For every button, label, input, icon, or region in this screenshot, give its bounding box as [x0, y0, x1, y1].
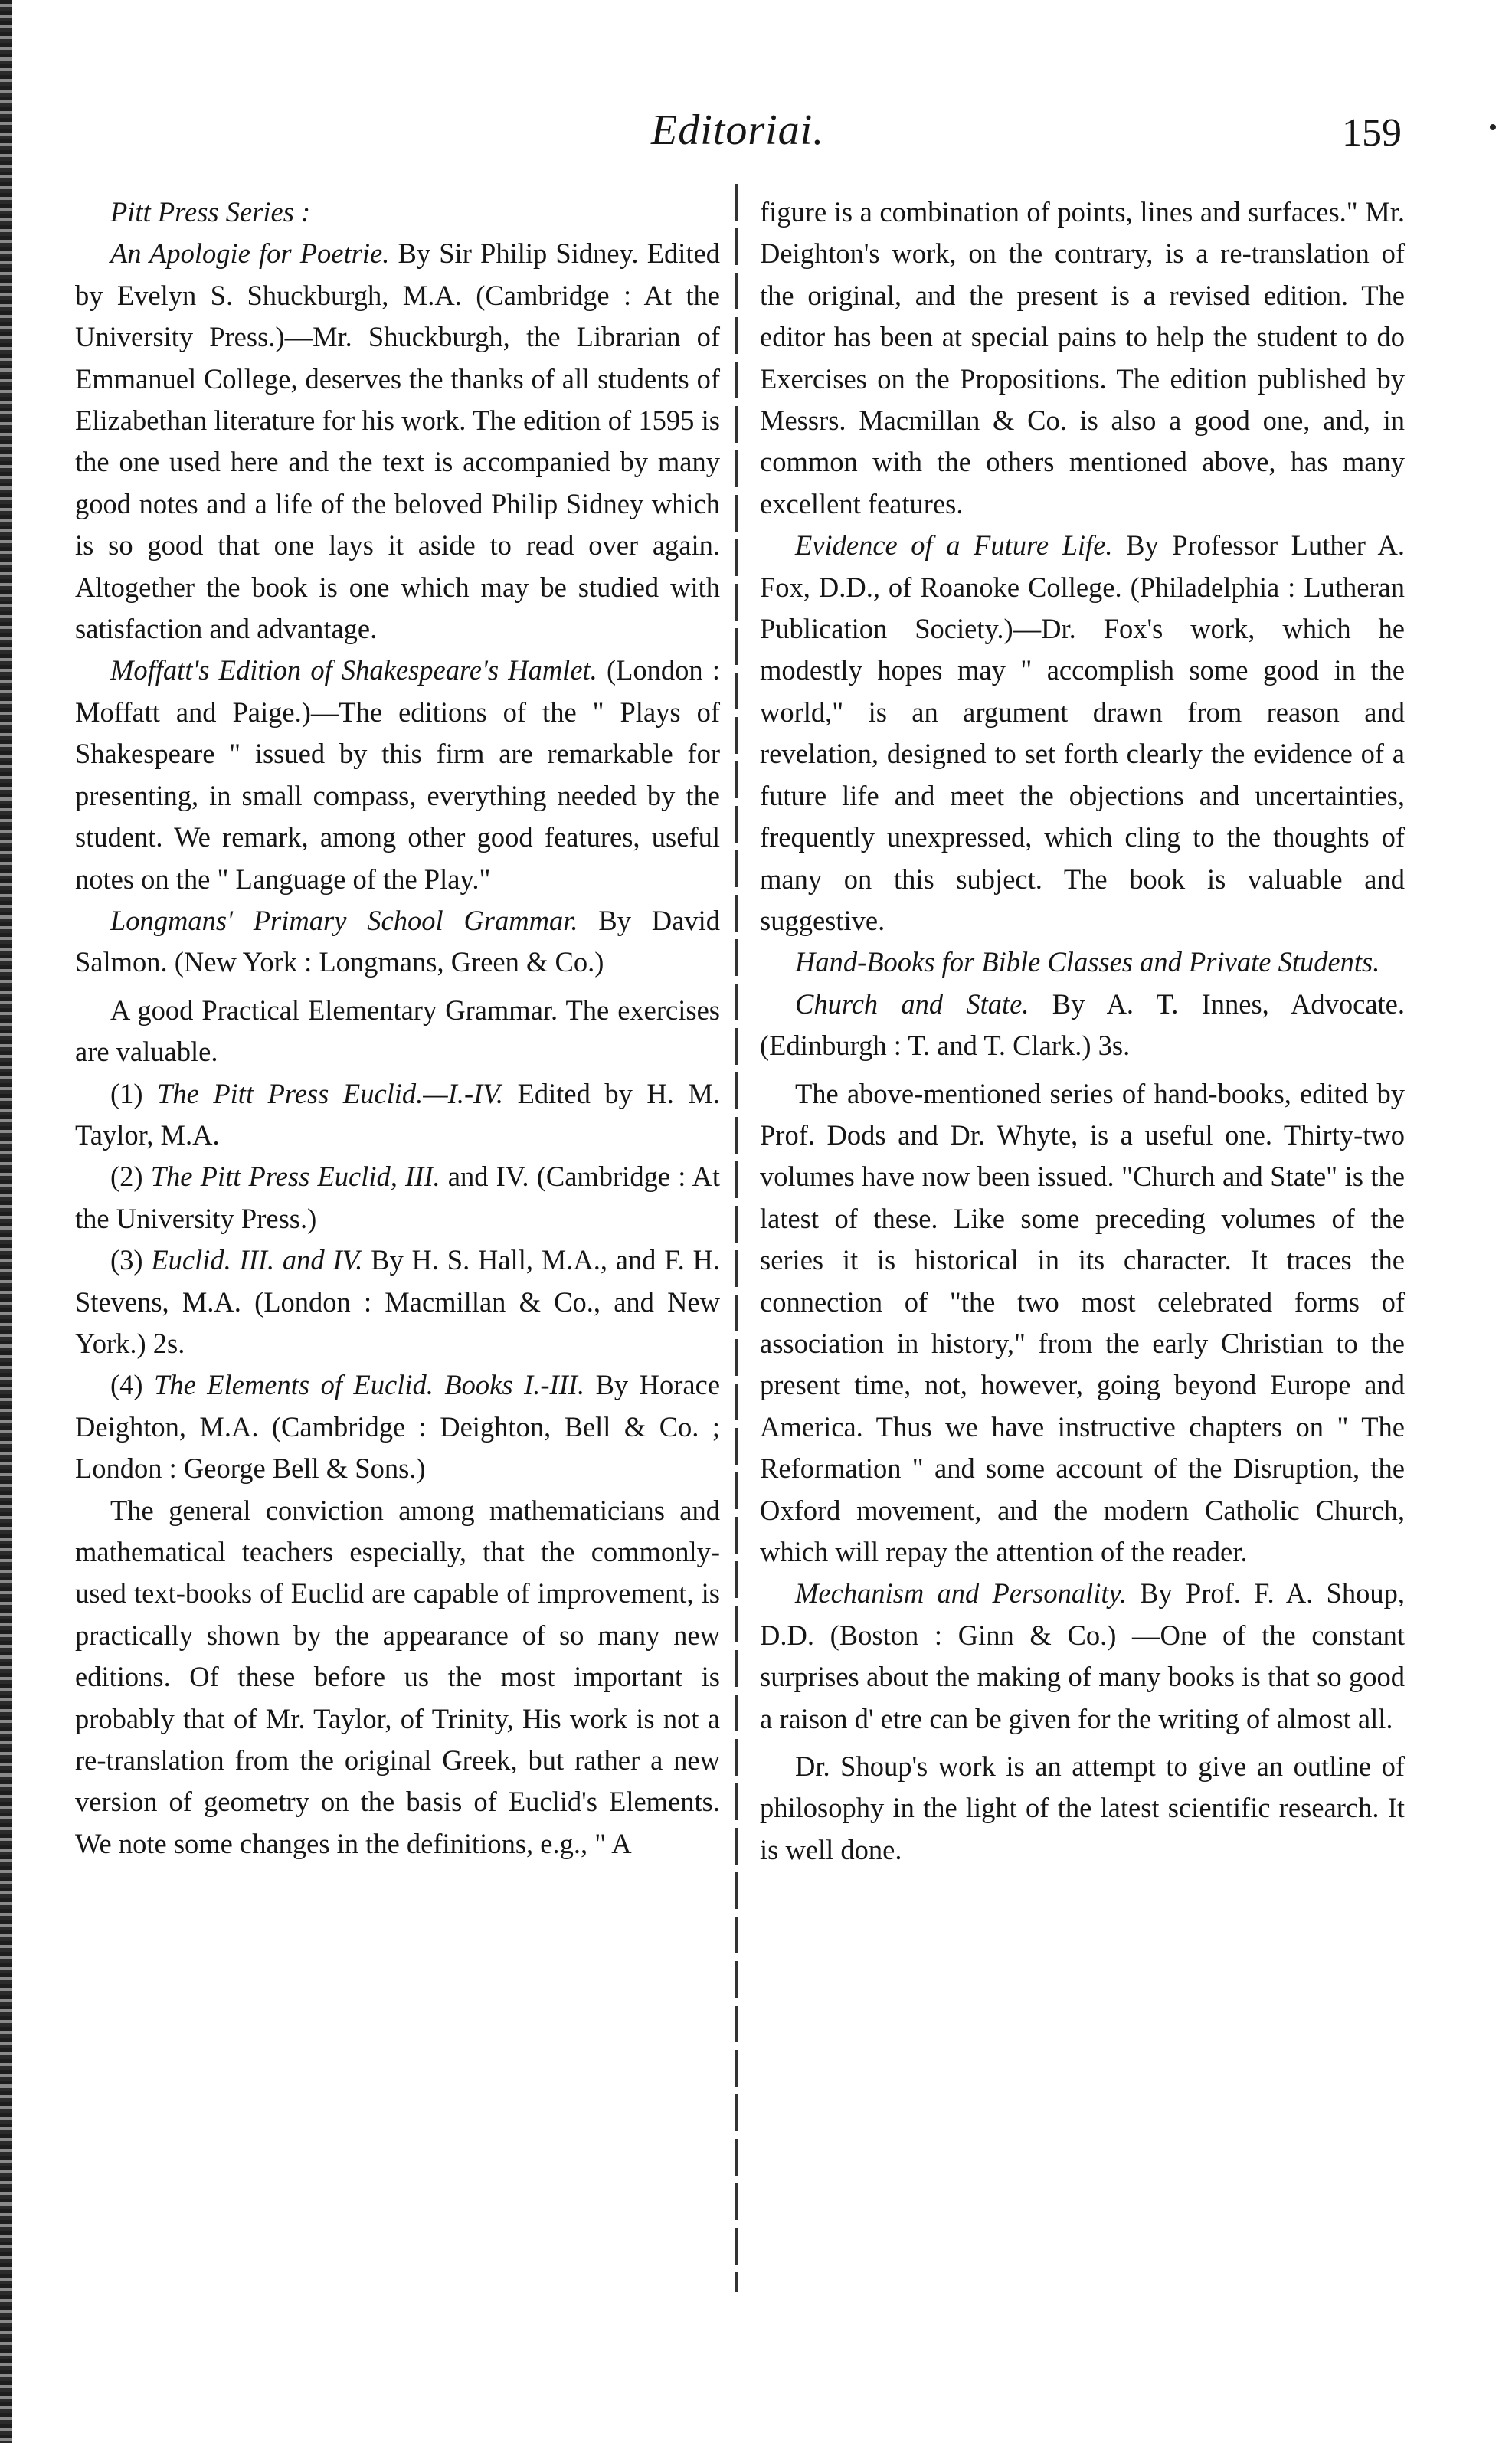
margin-speck [1490, 124, 1496, 130]
right-column [760, 192, 1405, 1871]
euclid-item-2: (2) The Pitt Press Euclid, III. and IV. (Cambridge : At the University Press.) [75, 1161, 720, 1234]
handbooks-note: The above-mentioned series of hand-books, edited by Prof. Dods and Dr. Whyte, is a useful one. Thirty-two volumes have now been issued. "Church and State" is the latest of these. Like some preceding volumes of the series it is historical in its character. It traces the connection of "the two most celebrated forms of association in history," from the early Christian to the present time, not, however, going beyond Europe and America. Thus we have instructive chapters on " The Reformation " and some account of the Disruption, the Oxford movement, and the modern Catholic Church, which will repay the attention of the reader. [760, 1077, 1405, 1567]
book-title: Moffatt's Edition of Shakespeare's Hamlet. [110, 654, 597, 686]
review-church-state: Church and State. By A. T. Innes, Advocate. (Edinburgh : T. and T. Clark.) 3s. [760, 987, 1405, 1062]
page-binding-edge [0, 0, 12, 2443]
euclid-discussion: The general conviction among mathematicians and mathematical teachers especially, that the commonly-used text-books of Euclid are capable of improvement, is practically shown by the appearance of so many new editions. Of these before us the most important is probably that of Mr. Taylor, of Trinity, His work is not a re-translation from the original Greek, but rather a new version of geometry on the basis of Euclid's Elements. We note some changes in the definitions, e.g., " A [75, 1494, 720, 1859]
book-title: The Pitt Press Euclid, III. [150, 1161, 440, 1193]
running-title: Editoriai. [651, 106, 825, 154]
book-title: Longmans' Primary School Grammar. [110, 904, 578, 936]
euclid-item-1: (1) The Pitt Press Euclid.—I.-IV. Edited by H. M. Taylor, M.A. [75, 1077, 721, 1151]
book-title: The Pitt Press Euclid.—I.-IV. [157, 1077, 504, 1109]
euclid-item-4: (4) The Elements of Euclid. Books I.-III. By Horace Deighton, M.A. (Cambridge : Deighton, Bell & Co. ; London : George Bell & Sons.) [75, 1369, 721, 1485]
review-mechanism: Mechanism and Personality. By Prof. F. A. Shoup, D.D. (Boston : Ginn & Co.) —One of the constant surprises about the making of many books is that so good a raison d' etre can be given for the writing of almost all. [760, 1577, 1405, 1734]
left-column [75, 192, 720, 1865]
book-title: The Elements of Euclid. Books I.-III. [154, 1369, 585, 1401]
book-title: Mechanism and Personality. [795, 1577, 1127, 1610]
review-hamlet: Moffatt's Edition of Shakespeare's Hamlet. (London : Moffatt and Paige.)—The editions of the " Plays of Shakespeare " issued by this firm are remarkable for presenting, in small compass, everything needed by the student. We remark, among other good features, useful notes on the " Language of the Play." [75, 654, 720, 895]
review-future-life: Evidence of a Future Life. By Professor Luther A. Fox, D.D., of Roanoke College. (Philadelphia : Lutheran Publication Society.)—Dr. Fox's work, which he modestly hopes may " accomplish some good in the world," is an argument drawn from reason and revelation, designed to set forth clearly the evidence of a future life and meet the objections and uncertainties, frequently unexpressed, which cling to the thoughts of many on this subject. The book is valuable and suggestive. [760, 529, 1405, 936]
book-title: Church and State. [795, 987, 1029, 1020]
book-title: An Apologie for Poetrie. [110, 237, 390, 270]
handbooks-heading: Hand-Books for Bible Classes and Private Students. [795, 946, 1380, 978]
series-heading: Pitt Press Series : [110, 196, 311, 228]
book-title: Evidence of a Future Life. [795, 529, 1113, 562]
euclid-discussion-continued: figure is a combination of points, lines and surfaces." Mr. Deighton's work, on the contrary, is a re-translation of the original, and the present is a revised edition. The editor has been at special pains to help the student to do Exercises on the Propositions. The edition published by Messrs. Macmillan & Co. is also a good one, and, in common with the others mentioned above, has many excellent features. [760, 196, 1405, 519]
review-grammar: Longmans' Primary School Grammar. By David Salmon. (New York : Longmans, Green & Co.) [75, 904, 720, 978]
running-head [0, 106, 1512, 167]
review-grammar-note: A good Practical Elementary Grammar. The exercises are valuable. [75, 994, 720, 1068]
book-title: Euclid. III. and IV. [151, 1244, 363, 1276]
page-number: 159 [1342, 111, 1402, 155]
euclid-item-3: (3) Euclid. III. and IV. By H. S. Hall, M.A., and F. H. Stevens, M.A. (London : Macmillan & Co., and New York.) 2s. [75, 1244, 720, 1359]
column-divider [735, 184, 738, 2292]
review-apologie: An Apologie for Poetrie. By Sir Philip Sidney. Edited by Evelyn S. Shuckburgh, M.A. (Cambridge : At the University Press.)—Mr. Shuckburgh, the Librarian of Emmanuel College, deserves the thanks of all students of Elizabethan literature for his work. The edition of 1595 is the one used here and the text is accompanied by many good notes and a life of the beloved Philip Sidney which is so good that one lays it aside to read over again. Altogether the book is one which may be studied with satisfaction and advantage. [75, 237, 720, 645]
review-mechanism-note: Dr. Shoup's work is an attempt to give an outline of philosophy in the light of the latest scientific research. It is well done. [760, 1750, 1405, 1865]
